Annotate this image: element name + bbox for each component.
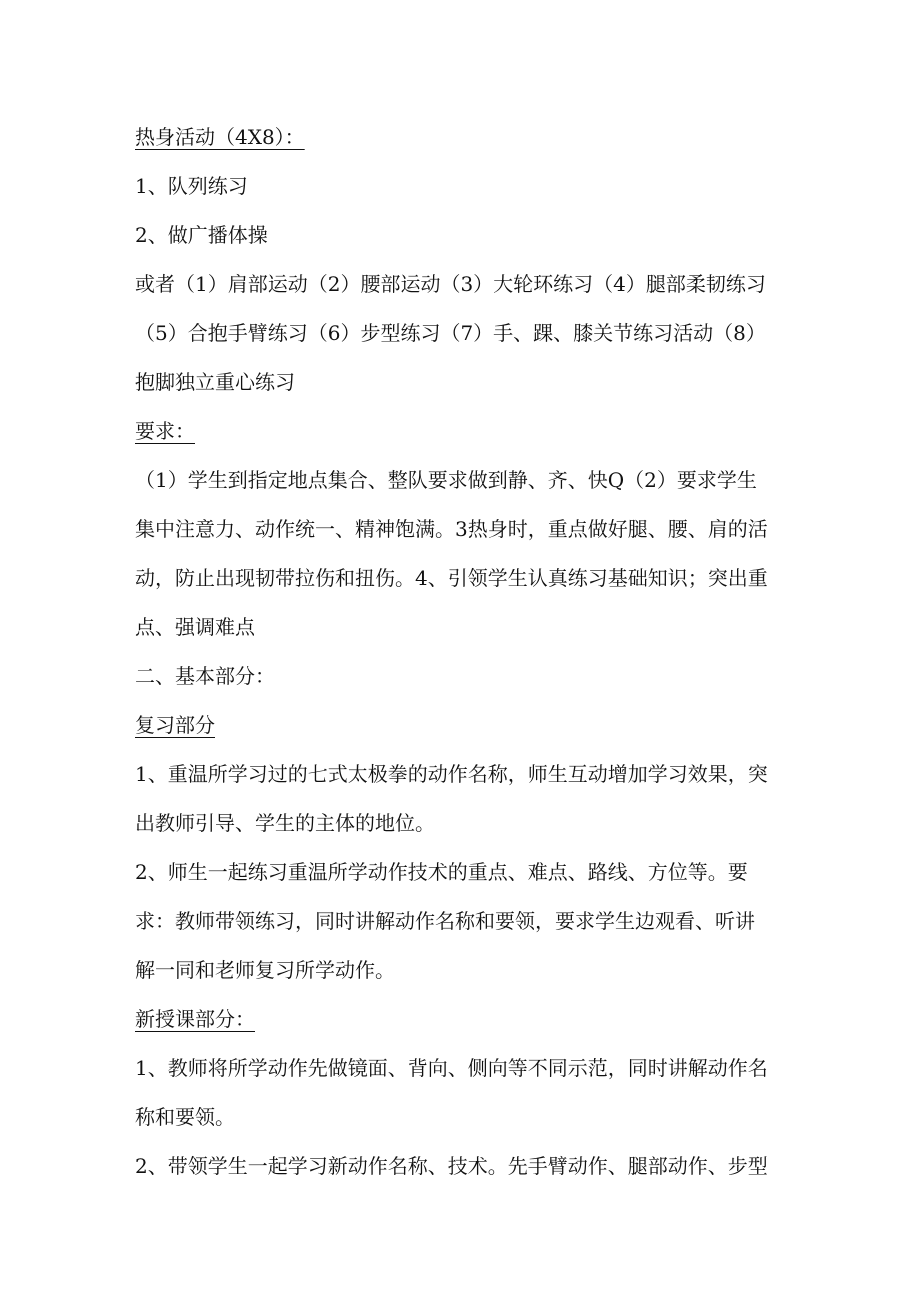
warmup-item: 2、做广播体操	[135, 223, 268, 247]
new-lesson-line: 2、带领学生一起学习新动作名称、技术。先手臂动作、腿部动作、步型	[135, 1154, 768, 1178]
new-lesson-line: 称和要领。	[135, 1105, 235, 1129]
requirements-line: 集中注意力、动作统一、精神饱满。3热身时，重点做好腿、腰、肩的活	[135, 517, 768, 541]
review-line: 2、师生一起练习重温所学动作技术的重点、难点、路线、方位等。要	[135, 860, 748, 884]
review-line: 求：教师带领练习，同时讲解动作名称和要领，要求学生边观看、听讲	[135, 909, 755, 933]
warmup-heading: 热身活动（4X8）：	[135, 125, 305, 149]
warmup-alt-line: （5）合抱手臂练习（6）步型练习（7）手、踝、膝关节练习活动（8）	[135, 321, 766, 345]
requirements-line: 动，防止出现韧带拉伤和扭伤。4、引领学生认真练习基础知识；突出重	[135, 566, 768, 590]
section-two-heading: 二、基本部分：	[135, 664, 275, 688]
warmup-alt-line: 抱脚独立重心练习	[135, 370, 295, 394]
review-line: 解一同和老师复习所学动作。	[135, 958, 395, 982]
requirements-line: 点、强调难点	[135, 615, 255, 639]
review-heading: 复习部分	[135, 713, 215, 737]
new-lesson-heading: 新授课部分：	[135, 1007, 255, 1031]
warmup-alt-line: 或者（1）肩部运动（2）腰部运动（3）大轮环练习（4）腿部柔韧练习	[135, 272, 766, 296]
document-page	[135, 113, 780, 1191]
review-line: 1、重温所学习过的七式太极拳的动作名称，师生互动增加学习效果，突	[135, 762, 768, 786]
warmup-item: 1、队列练习	[135, 174, 248, 198]
requirements-line: （1）学生到指定地点集合、整队要求做到静、齐、快Q（2）要求学生	[135, 468, 757, 492]
review-line: 出教师引导、学生的主体的地位。	[135, 811, 435, 835]
requirements-heading: 要求：	[135, 419, 195, 443]
new-lesson-line: 1、教师将所学动作先做镜面、背向、侧向等不同示范，同时讲解动作名	[135, 1056, 768, 1080]
